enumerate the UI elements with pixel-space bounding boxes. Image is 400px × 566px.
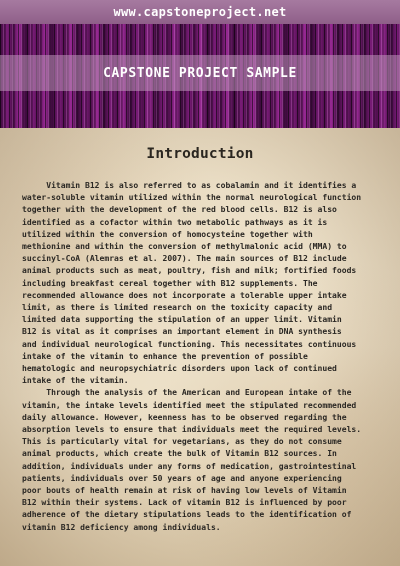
text-line: vitamin B12 deficiency among individuals.: [22, 522, 221, 532]
text-line: limited data supporting the stipulation of an upper limit. Vitamin: [22, 315, 342, 325]
section-heading: Introduction: [146, 146, 254, 162]
text-line: patients, individuals over 50 years of age and anyone experiencing: [22, 473, 342, 483]
text-line: animal products, which create the bulk of Vitamin B12 sources. In: [22, 449, 337, 459]
text-line: Vitamin B12 is also referred to as cobalamin and it identifies a: [22, 181, 357, 190]
text-line: Through the analysis of the American and European intake of the: [22, 388, 352, 398]
body-text: [22, 180, 384, 534]
text-line: This is particularly vital for vegetarians, as they do not consume: [22, 437, 342, 447]
title-band: [0, 55, 400, 91]
document-paper: [0, 128, 400, 566]
text-line: addition, individuals under any forms of medication, gastrointestinal: [22, 461, 357, 471]
text-line: water-soluble vitamin utilized within the normal neurological function: [22, 193, 362, 203]
url-bar: [0, 0, 400, 24]
text-line: succinyl-CoA (Alemras et al. 2007). The main sources of B12 include: [22, 254, 347, 264]
text-line: identified as a cofactor within two metabolic pathways as it is: [22, 217, 328, 227]
text-line: utilized within the conversion of homocysteine together with: [22, 229, 313, 239]
text-line: daily allowance. However, keenness has to be observed regarding the: [22, 412, 347, 422]
site-url[interactable]: www.capstoneproject.net: [113, 5, 287, 19]
text-line: absorption levels to ensure that individuals meet the required levels.: [22, 425, 362, 435]
text-line: B12 is vital as it comprises an important element in DNA synthesis: [22, 327, 342, 337]
text-line: B12 within their systems. Lack of vitamin B12 is influenced by poor: [22, 498, 347, 508]
text-line: intake of the vitamin to enhance the prevention of possible: [22, 351, 308, 361]
text-line: including breakfast cereal together with B12 supplements. The: [22, 278, 318, 288]
text-line: intake of the vitamin.: [22, 376, 129, 386]
text-line: together with the development of the red blood cells. B12 is also: [22, 205, 337, 215]
text-line: limit, as there is limited research on the toxicity capacity and: [22, 303, 333, 313]
text-line: poor bouts of health remain at risk of having low levels of Vitamin: [22, 486, 347, 496]
paragraph-1: [22, 180, 384, 387]
header-banner: [0, 0, 400, 128]
text-line: methionine and within the conversion of methylmalonic acid (MMA) to: [22, 242, 347, 252]
page-title: CAPSTONE PROJECT SAMPLE: [103, 65, 297, 81]
text-line: and individual neurological functioning. This necessitates continuous: [22, 339, 357, 349]
text-line: vitamin, the intake levels identified meet the stipulated recommended: [22, 400, 357, 410]
text-line: adherence of the dietary stipulations leads to the identification of: [22, 510, 352, 520]
text-line: hematologic and neuropsychiatric disorders upon lack of continued: [22, 364, 337, 374]
text-line: recommended allowance does not incorporate a tolerable upper intake: [22, 290, 347, 300]
text-line: animal products such as meat, poultry, fish and milk; fortified foods: [22, 266, 357, 276]
paragraph-2: [22, 387, 384, 533]
